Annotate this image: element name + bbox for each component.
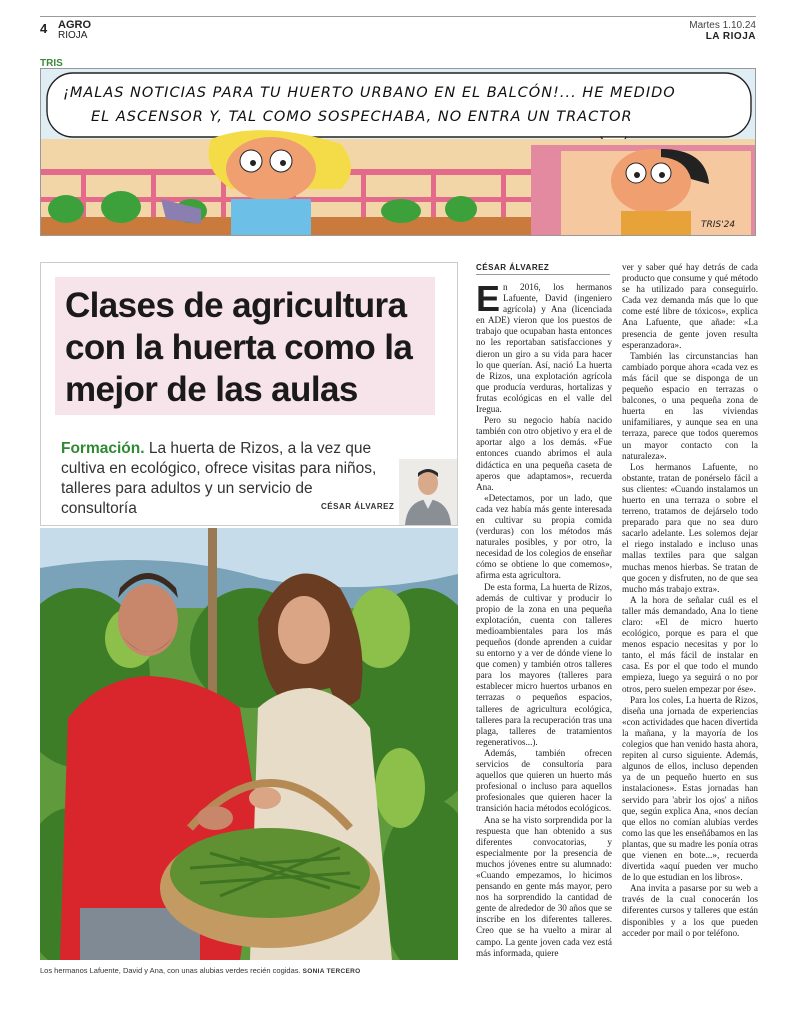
title-background — [55, 277, 435, 415]
cartoon-signature: TRIS'24 — [701, 220, 736, 230]
paragraph: También las circunstancias han cambiado porque ahora «cada vez es más fácil que se disponga de un pequeño espacio en terrazas o balcones, o una pequeña zona de huerta en las viviendas unifamiliares, y aunque sea en una terraza, parece que todos queremos un mayor contacto con la naturaleza». — [622, 350, 758, 461]
cartoon-label: TRIS — [40, 58, 63, 69]
lede-text: La huerta de Rizos, a la vez que cultiva en ecológico, ofrece visitas para niños, talleres para adultos y un servicio de consultoría — [61, 440, 377, 517]
paragraph: Ana invita a pasarse por su web a través de la cual conocerán los diferentes cursos y talleres que están disponibles y a los que pueden acceder por mail o por teléfono. — [622, 883, 758, 938]
byline: CÉSAR ÁLVAREZ — [321, 502, 395, 511]
paragraph: A la hora de señalar cuál es el taller más demandado, Ana lo tiene claro: «El de micro huerto ecológico, porque es para el que menos espacio necesitas y por lo tanto, el más fácil de instalar en casa. Es por el que todo el mundo empieza, luego ya seguirá o no por otros, pero suelen empezar por ése». — [622, 594, 758, 694]
paragraph: Para los coles, La huerta de Rizos, diseña una jornada de experiencias «con actividades que hacen divertida la mañana, y la mayoría de los colegios que han venido hasta ahora, repiten al curso siguiente. Además, algunos de ellos, incluso dependen ya de un pequeño huerto en sus instalaciones». Estas jornadas han servido para 'abrir los ojos' a niños que, según explica Ana, «nos decían que ellos no comían alubias verdes como las que les enseñábamos en las plantas, que su madre les ponía otras que vienen en bote...», recuerda divertida «aquí pueden ver mucho de lo que estudian en los libros». — [622, 694, 758, 883]
page-header — [40, 16, 756, 44]
lede-kicker: Formación. — [61, 440, 145, 457]
speech-line-2: EL ASCENSOR Y, TAL COMO SOSPECHABA, NO ENTRA UN TRACTOR — [91, 109, 633, 125]
issue-date: Martes 1.10.24 — [689, 20, 756, 31]
article-column-2 — [622, 262, 758, 939]
author-portrait — [399, 459, 457, 525]
cartoon-strip — [40, 68, 756, 236]
section-name: AGRO — [58, 19, 91, 31]
paragraph: Pero su negocio había nacido también con otro objetivo y era el de aportar algo a los demás. «Fue entonces cuando abrimos el aula didáctica en una pequeña caseta de aperos que adaptamos», recuerda Ana. — [476, 415, 612, 492]
paragraph: Ana se ha visto sorprendida por la respuesta que han obtenido a sus diferentes convocatorias, y especialmente por la presencia de muchos jóvenes entre su alumnado: «Cuando empezamos, lo hicimos pensando en gente más mayor, pero nos ha sorprendido la cantidad de gente de alrededor de 30 años que se inscribe en los diferentes talleres. Creo que se ha vuelto a mirar al campo. La gente joven cada vez está más informada, quiere — [476, 814, 612, 958]
speech-line-1: ¡MALAS NOTICIAS PARA TU HUERTO URBANO EN EL BALCÓN!... HE MEDIDO — [63, 85, 676, 101]
section-subname: RIOJA — [58, 30, 88, 41]
paragraph: De esta forma, La huerta de Rizos, además de cultivar y producir lo propio de la zona en una pequeña explotación, cuenta con talleres medioambientales para los más pequeños (donde aprenden a cuidar su entorno y a ver de dónde viene lo que comen) y también otros talleres para los mayores (talleres para establecer micro huertos urbanos en terrazas o pequeños espacios, talleres de agricultura ecológica, talleres para la recuperación tras una plaga, talleres de tratamientos regenerativos...). — [476, 581, 612, 747]
paragraph — [476, 278, 612, 415]
author-divider — [476, 274, 610, 275]
paragraph: Además, también ofrecen servicios de consultoría para aquellos que quieren un huerto más profesional o incluso para aquellos profesionales que quieren hacer la transición hacia métodos ecológicos. — [476, 747, 612, 814]
article-photo — [40, 528, 458, 960]
caption-text: Los hermanos Lafuente, David y Ana, con unas alubias verdes recién cogidas. — [40, 966, 301, 975]
photo-caption — [40, 966, 460, 975]
paragraph: Los hermanos Lafuente, no obstante, tratan de ponérselo fácil a sus clientes: «Cuando instalamos un huerto en una terraza o sobre el terreno, tratamos de dejárselo todo preparado para que no sea duro sacarlo adelante. Les solemos dejar el riego instalado e incluso unas mallas textiles para que salgan muchas menos hierbas. Se tratan de que gocen y disfruten, no de que sea mucho más trabajo extra». — [622, 461, 758, 594]
paragraph-text: n 2016, los hermanos Lafuente, David (ingeniero agrícola) y Ana (licenciada en ADE) vieron que los puestos de trabajo que ocupaban hasta entonces no les reportaban satisfacciones y dieron un giro a su vida para hacer lo que querían. Así, nació La huerta de Rizos, una explotación agrícola que producía verduras, hortalizas y frutas ecológicas en el valle del Iregua. — [476, 282, 612, 415]
drop-cap: E — [476, 278, 501, 319]
page-number: 4 — [40, 21, 48, 36]
section-label — [58, 20, 91, 41]
headline-box — [40, 262, 458, 526]
article-column-1 — [476, 278, 612, 959]
paragraph: ver y saber qué hay detrás de cada producto que consume y qué método se ha utilizado para conseguirlo. Cada vez demanda más que lo que come esté libre de tóxicos», explica Ana Lafuente, que añade: «La presencia de gente joven resulta esperanzadora». — [622, 262, 758, 350]
article-title: Clases de agricultura con la huerta como la mejor de las aulas — [65, 286, 413, 409]
photo-credit: SONIA TERCERO — [302, 968, 361, 975]
article-author: CÉSAR ÁLVAREZ — [476, 263, 550, 272]
paragraph: «Detectamos, por un lado, que cada vez había más gente interesada en cultivar su propia comida (verduras) con los métodos más naturales posibles, y por otro, la necesidad de los colegios de enseñar cómo se obtiene lo que comemos», afirma esta agricultora. — [476, 492, 612, 581]
publication-name: LA RIOJA — [705, 31, 756, 42]
cartoon-illustration — [41, 69, 756, 236]
